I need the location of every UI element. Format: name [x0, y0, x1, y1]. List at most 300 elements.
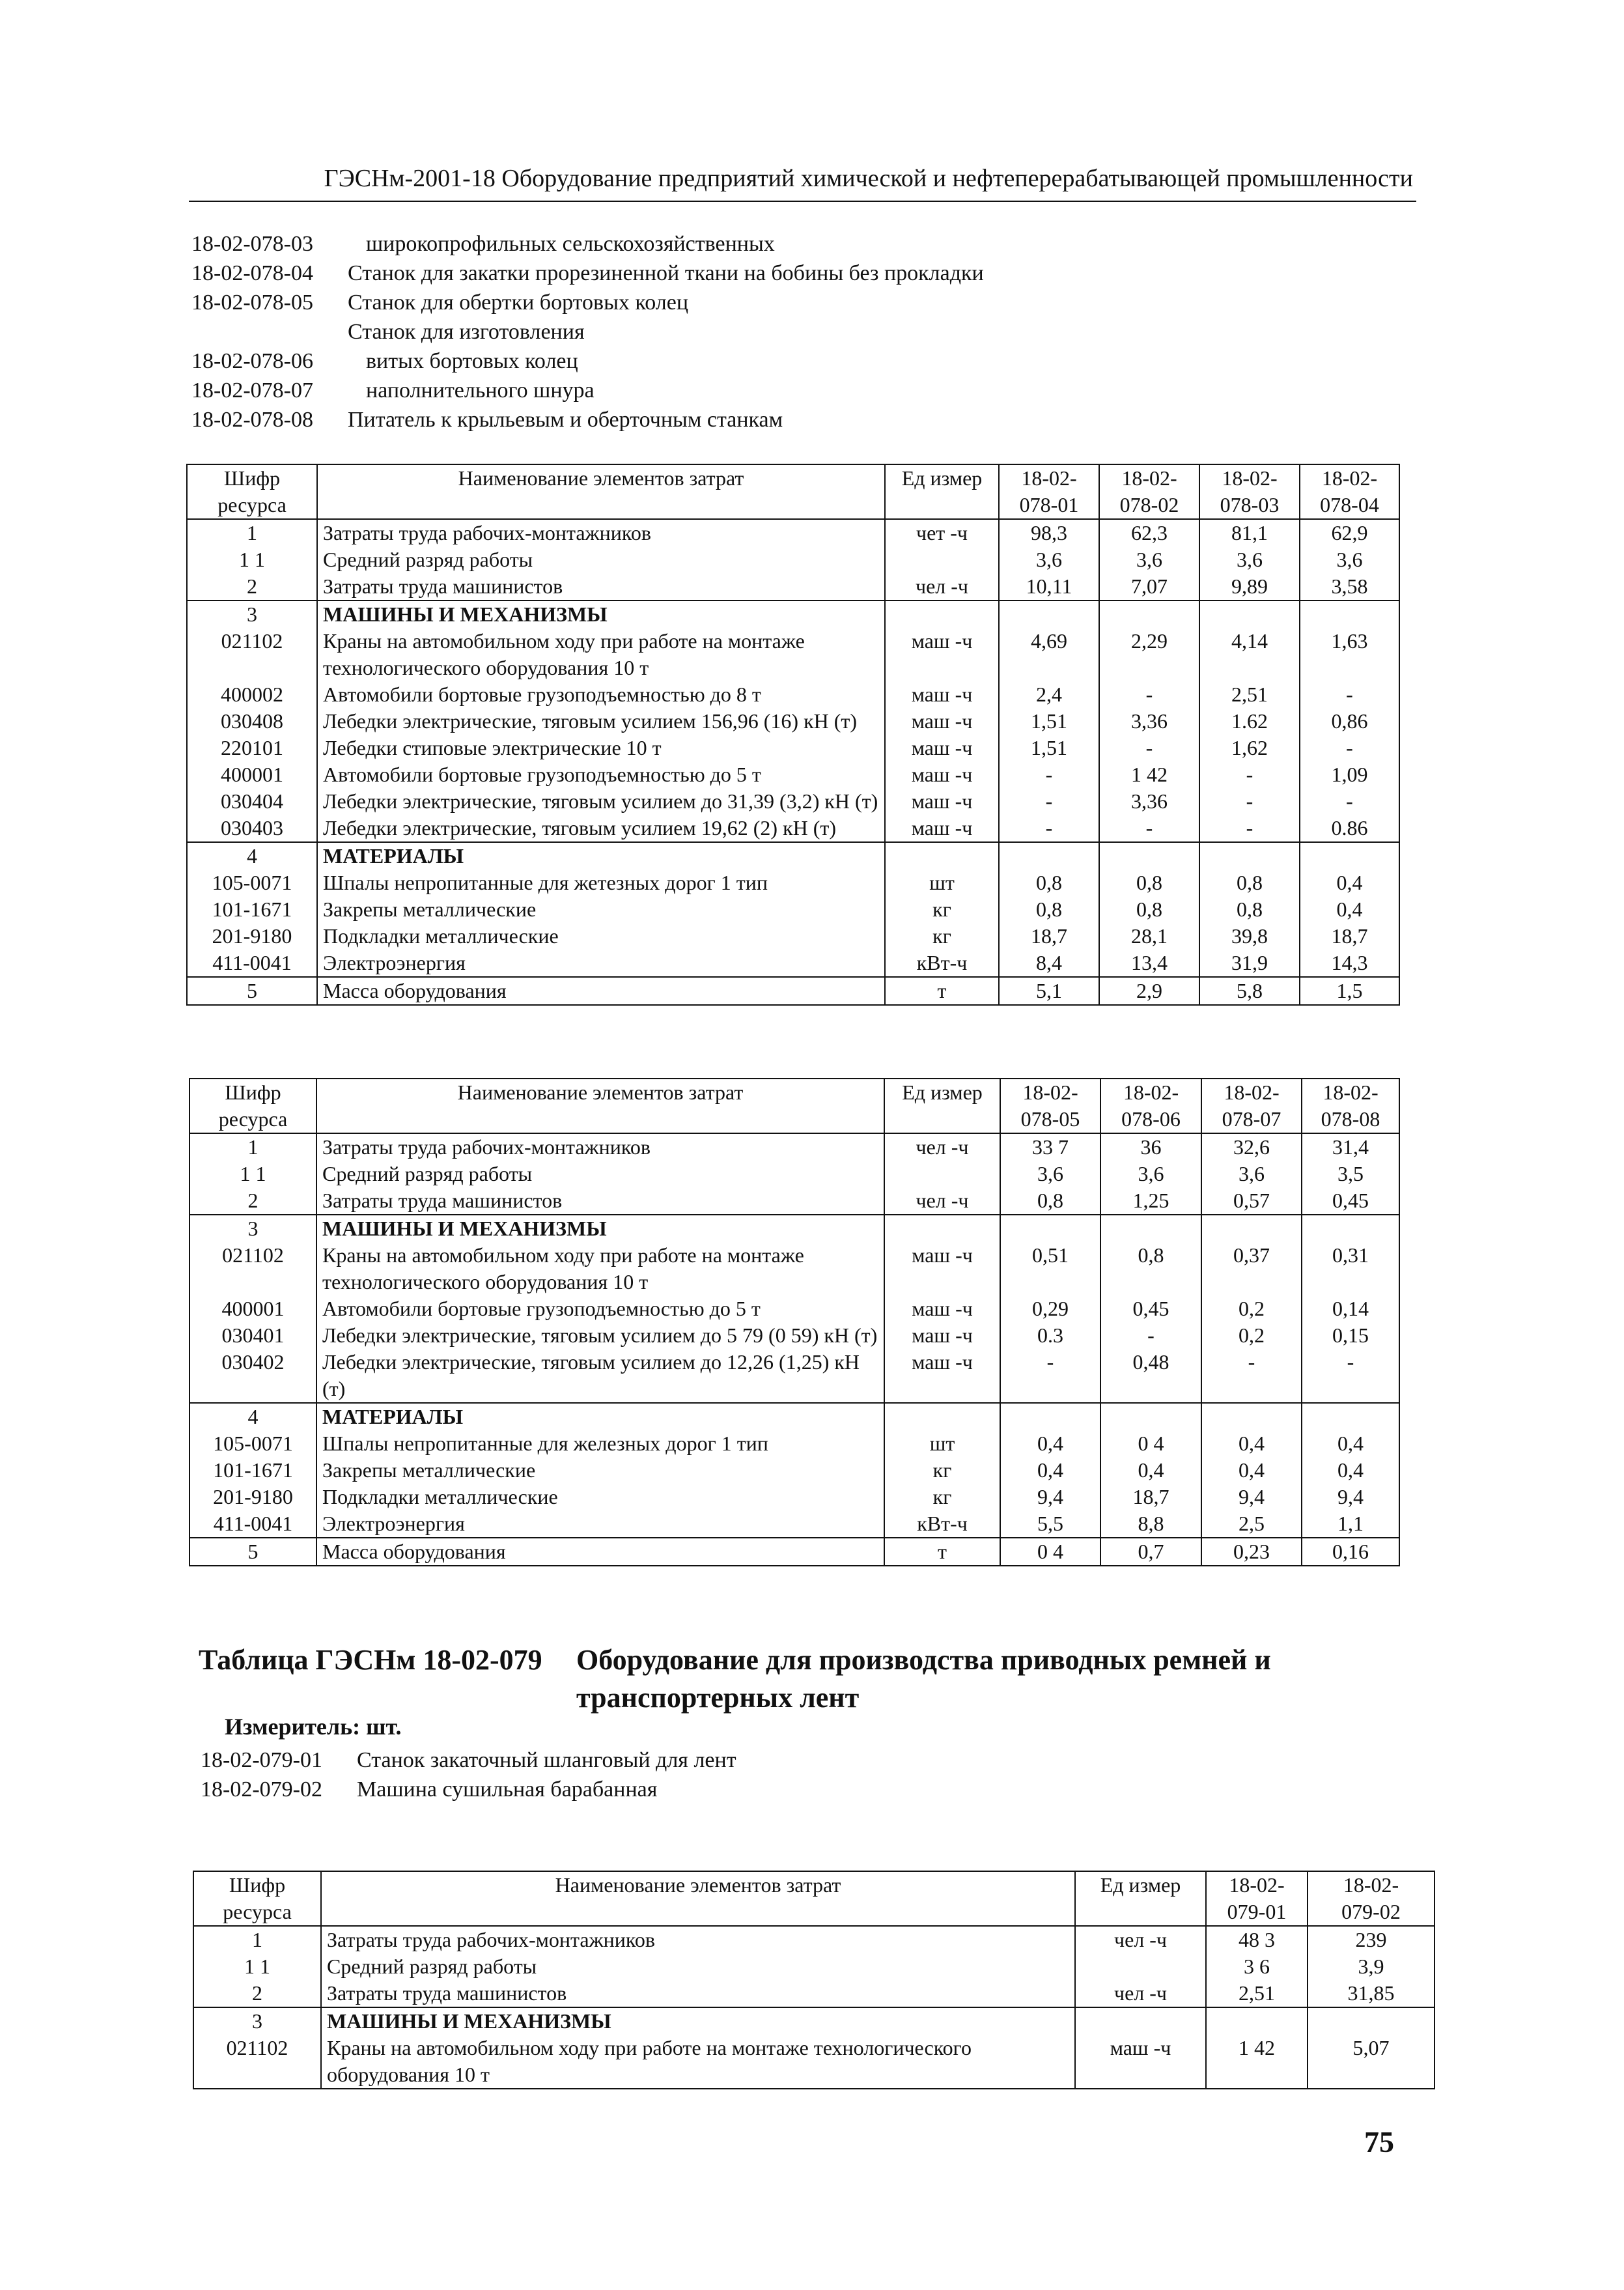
cell-unit: кВт-ч — [884, 1510, 1000, 1538]
cell-value: 3,6 — [1099, 546, 1199, 573]
table-row — [189, 1457, 1399, 1484]
cell-unit — [884, 1403, 1000, 1430]
cell-cost-element: Подкладки металлические — [317, 923, 885, 950]
cell-value: 9,89 — [1199, 573, 1300, 601]
cell-value — [1199, 601, 1300, 628]
cell-value: - — [999, 761, 1099, 788]
item-code — [191, 317, 348, 346]
cell-value: 3,6 — [1201, 1161, 1302, 1187]
table-row — [187, 573, 1399, 601]
cell-value — [999, 601, 1099, 628]
cell-cost-element: Автомобили бортовые грузоподъемностью до 5 т — [317, 761, 885, 788]
cell-value — [1100, 1215, 1201, 1242]
cell-unit — [1075, 2007, 1206, 2035]
page-number: 75 — [1364, 2125, 1394, 2158]
cell-resource-code: 105-0071 — [187, 869, 317, 896]
cell-cost-element: Затраты труда рабочих-монтажников — [316, 1133, 884, 1161]
cell-unit: маш -ч — [885, 735, 999, 761]
cell-unit: маш -ч — [884, 1242, 1000, 1295]
table-header-row — [187, 464, 1399, 519]
header-norm-code-line: 18-02- — [1229, 1873, 1285, 1897]
table-row — [187, 923, 1399, 950]
cell-value: 3,6 — [1000, 1161, 1100, 1187]
cell-value: 0,4 — [1302, 1430, 1399, 1457]
cell-value: 3,36 — [1099, 708, 1199, 735]
cell-value: 18,7 — [1300, 923, 1399, 950]
cell-unit — [885, 842, 999, 869]
cell-unit: кВт-ч — [885, 950, 999, 977]
cell-resource-code: 1 — [193, 1926, 321, 1953]
cell-unit: шт — [884, 1430, 1000, 1457]
cell-value: 1 42 — [1099, 761, 1199, 788]
cell-value: 1 42 — [1206, 2035, 1308, 2089]
cell-unit: чел -ч — [1075, 1980, 1206, 2007]
cell-value: 0,51 — [1000, 1242, 1100, 1295]
cell-unit: чел -ч — [884, 1187, 1000, 1215]
header-norm-code — [1099, 464, 1199, 519]
cell-value: 0,2 — [1201, 1322, 1302, 1349]
cell-resource-code: 2 — [187, 573, 317, 601]
list-item — [201, 1746, 736, 1775]
cell-cost-element: МАТЕРИАЛЫ — [317, 842, 885, 869]
cell-value — [1302, 1215, 1399, 1242]
cell-resource-code: 201-9180 — [189, 1484, 316, 1510]
cell-value: 18,7 — [1100, 1484, 1201, 1510]
cell-cost-element: Краны на автомобильном ходу при работе на монтаже технологического оборудования 10 т — [321, 2035, 1075, 2089]
cell-value: 0,4 — [1300, 896, 1399, 923]
cell-value — [1100, 1403, 1201, 1430]
header-rule — [189, 201, 1416, 202]
header-resource-code: Шифр ресурса — [187, 464, 317, 519]
cell-cost-element: Краны на автомобильном ходу при работе на монтаже технологического оборудования 10 т — [317, 628, 885, 681]
cell-value: 18,7 — [999, 923, 1099, 950]
cell-resource-code: 2 — [193, 1980, 321, 2007]
table-row — [193, 1980, 1435, 2007]
header-resource-code: Шифр ресурса — [189, 1079, 316, 1133]
cell-value: 81,1 — [1199, 519, 1300, 546]
cell-resource-code: 021102 — [193, 2035, 321, 2089]
table-row — [193, 2035, 1435, 2089]
cell-cost-element: Затраты труда машинистов — [316, 1187, 884, 1215]
table-row — [187, 896, 1399, 923]
table-row — [189, 1161, 1399, 1187]
cell-value: 3 6 — [1206, 1953, 1308, 1980]
cell-unit: маш -ч — [1075, 2035, 1206, 2089]
cell-resource-code: 400002 — [187, 681, 317, 708]
cell-value: 0,37 — [1201, 1242, 1302, 1295]
table-row — [189, 1430, 1399, 1457]
list-item — [191, 405, 984, 434]
cell-value — [999, 842, 1099, 869]
cell-resource-code: 4 — [189, 1403, 316, 1430]
cell-cost-element: Масса оборудования — [316, 1538, 884, 1566]
cell-cost-element: МАШИНЫ И МЕХАНИЗМЫ — [321, 2007, 1075, 2035]
cell-resource-code: 411-0041 — [187, 950, 317, 977]
cell-value: 3,36 — [1099, 788, 1199, 815]
cell-value: 0,4 — [1300, 869, 1399, 896]
header-norm-code-line: 078-06 — [1121, 1107, 1181, 1131]
cell-resource-code: 5 — [187, 977, 317, 1005]
cell-cost-element: Шпалы непропитанные для жетезных дорог 1 тип — [317, 869, 885, 896]
list-item — [191, 346, 984, 376]
table-row — [187, 869, 1399, 896]
header-norm-code-line: 18-02- — [1323, 1081, 1379, 1104]
table-row — [189, 1484, 1399, 1510]
cell-value: - — [1302, 1349, 1399, 1403]
cell-resource-code: 1 1 — [193, 1953, 321, 1980]
cell-cost-element: Закрепы металлические — [316, 1457, 884, 1484]
table-row — [187, 735, 1399, 761]
list-item — [191, 288, 984, 317]
table-row — [189, 1295, 1399, 1322]
cell-cost-element: МАТЕРИАЛЫ — [316, 1403, 884, 1430]
cell-unit — [884, 1215, 1000, 1242]
header-norm-code-line: 18-02- — [1321, 466, 1378, 490]
cell-value: 2,51 — [1206, 1980, 1308, 2007]
item-name: Станок для закатки прорезиненной ткани на бобины без прокладки — [348, 261, 984, 285]
cell-value: 0,8 — [1100, 1242, 1201, 1295]
cell-resource-code: 400001 — [187, 761, 317, 788]
cell-unit: кг — [884, 1457, 1000, 1484]
cell-value — [1199, 842, 1300, 869]
cell-unit: чел -ч — [885, 573, 999, 601]
cell-value: 0,23 — [1201, 1538, 1302, 1566]
cell-resource-code: 030402 — [189, 1349, 316, 1403]
item-name: Станок закаточный шланговый для лент — [357, 1748, 736, 1772]
cell-value: 62,9 — [1300, 519, 1399, 546]
header-unit: Ед измер — [1075, 1871, 1206, 1926]
cell-value: 1.62 — [1199, 708, 1300, 735]
item-name: витых бортовых колец — [366, 349, 578, 373]
cell-value: 0,14 — [1302, 1295, 1399, 1322]
cell-cost-element: МАШИНЫ И МЕХАНИЗМЫ — [316, 1215, 884, 1242]
cell-value: 13,4 — [1099, 950, 1199, 977]
header-norm-code-line: 078-04 — [1320, 493, 1379, 516]
cell-value — [1099, 842, 1199, 869]
cell-value: 10,11 — [999, 573, 1099, 601]
cell-cost-element: Затраты труда машинистов — [317, 573, 885, 601]
item-code: 18-02-078-06 — [191, 349, 313, 373]
header-norm-code-line: 18-02- — [1022, 1081, 1078, 1104]
table-row — [193, 1953, 1435, 1980]
cell-resource-code: 220101 — [187, 735, 317, 761]
cell-resource-code: 101-1671 — [189, 1457, 316, 1484]
cell-value: 33 7 — [1000, 1133, 1100, 1161]
header-norm-code — [1206, 1871, 1308, 1926]
cell-value: 2,4 — [999, 681, 1099, 708]
cell-unit: чел -ч — [884, 1133, 1000, 1161]
list-item — [191, 376, 984, 405]
list-item — [191, 259, 984, 288]
cell-resource-code: 030401 — [189, 1322, 316, 1349]
item-code: 18-02-078-03 — [191, 232, 313, 256]
table-row — [189, 1242, 1399, 1295]
cell-resource-code: 400001 — [189, 1295, 316, 1322]
cell-value: 3,6 — [1199, 546, 1300, 573]
cell-resource-code: 4 — [187, 842, 317, 869]
cell-resource-code: 3 — [189, 1215, 316, 1242]
cell-value: 239 — [1308, 1926, 1435, 1953]
cell-cost-element: Шпалы непропитанные для железных дорог 1 тип — [316, 1430, 884, 1457]
cell-cost-element: Лебедки электрические, тяговым усилием 19,62 (2) кН (т) — [317, 815, 885, 842]
cell-value — [1000, 1215, 1100, 1242]
header-norm-code — [999, 464, 1099, 519]
cell-value: 0,8 — [1199, 896, 1300, 923]
cell-unit: кг — [884, 1484, 1000, 1510]
cell-value: 2,5 — [1201, 1510, 1302, 1538]
cell-value: 8,8 — [1100, 1510, 1201, 1538]
header-norm-code-line: 18-02- — [1121, 466, 1177, 490]
cell-cost-element: Масса оборудования — [317, 977, 885, 1005]
header-norm-code-line: 079-01 — [1227, 1900, 1287, 1923]
table-row — [187, 977, 1399, 1005]
cell-value: 31,9 — [1199, 950, 1300, 977]
header-norm-code — [1300, 464, 1399, 519]
cell-unit: маш -ч — [884, 1295, 1000, 1322]
table-title-text: Оборудование для производства приводных ремней и транспортерных лент — [576, 1644, 1271, 1714]
cell-cost-element: Затраты труда рабочих-монтажников — [321, 1926, 1075, 1953]
cell-value: 0.86 — [1300, 815, 1399, 842]
cell-resource-code: 030408 — [187, 708, 317, 735]
cell-resource-code: 101-1671 — [187, 896, 317, 923]
table-row — [187, 788, 1399, 815]
header-norm-code — [1201, 1079, 1302, 1133]
header-norm-code-line: 18-02- — [1343, 1873, 1399, 1897]
cost-table-079 — [193, 1871, 1435, 2089]
table-row — [189, 1538, 1399, 1566]
item-code-list-078 — [191, 229, 984, 434]
cell-unit: маш -ч — [885, 815, 999, 842]
item-code: 18-02-079-01 — [201, 1748, 322, 1772]
header-norm-code-line: 079-02 — [1341, 1900, 1401, 1923]
header-norm-code-line: 18-02- — [1123, 1081, 1179, 1104]
header-norm-code-line: 078-02 — [1119, 493, 1179, 516]
cell-value: 1,51 — [999, 708, 1099, 735]
cell-value: 0,16 — [1302, 1538, 1399, 1566]
cell-value — [1300, 842, 1399, 869]
header-norm-code — [1308, 1871, 1435, 1926]
table-title — [199, 1641, 1358, 1717]
header-norm-code-line: 078-05 — [1020, 1107, 1080, 1131]
cell-value: 3,6 — [1300, 546, 1399, 573]
cell-value: 31,4 — [1302, 1133, 1399, 1161]
table-row — [189, 1349, 1399, 1403]
cell-value — [1099, 601, 1199, 628]
cell-resource-code: 021102 — [189, 1242, 316, 1295]
cell-value: - — [1199, 788, 1300, 815]
item-code: 18-02-079-02 — [201, 1777, 322, 1802]
cell-value: 4,14 — [1199, 628, 1300, 681]
cell-value: 0,4 — [1000, 1457, 1100, 1484]
cell-value: 0,4 — [1100, 1457, 1201, 1484]
table-row — [189, 1403, 1399, 1430]
cell-unit: кг — [885, 923, 999, 950]
cell-value: 0,8 — [1099, 896, 1199, 923]
cell-value: 14,3 — [1300, 950, 1399, 977]
cell-cost-element: Лебедки стиповые электрические 10 т — [317, 735, 885, 761]
cell-unit: маш -ч — [885, 788, 999, 815]
cell-value — [1300, 601, 1399, 628]
cell-resource-code: 201-9180 — [187, 923, 317, 950]
cell-value: - — [999, 788, 1099, 815]
item-name: наполнительного шнура — [366, 378, 595, 403]
header-unit: Ед измер — [885, 464, 999, 519]
header-norm-code — [1100, 1079, 1201, 1133]
cell-unit — [885, 601, 999, 628]
cell-value: 3,5 — [1302, 1161, 1399, 1187]
cell-unit — [885, 546, 999, 573]
list-item — [191, 229, 984, 259]
header-norm-code — [1199, 464, 1300, 519]
cell-cost-element: Средний разряд работы — [321, 1953, 1075, 1980]
cell-resource-code: 1 — [189, 1133, 316, 1161]
table-row — [189, 1322, 1399, 1349]
cell-value: 1,51 — [999, 735, 1099, 761]
cell-cost-element: Лебедки электрические, тяговым усилием 156,96 (16) кН (т) — [317, 708, 885, 735]
cell-cost-element: МАШИНЫ И МЕХАНИЗМЫ — [317, 601, 885, 628]
cell-cost-element: Подкладки металлические — [316, 1484, 884, 1510]
cell-value: 0,4 — [1201, 1457, 1302, 1484]
cell-value: 1,1 — [1302, 1510, 1399, 1538]
cell-value: 0.3 — [1000, 1322, 1100, 1349]
cell-value: 9,4 — [1000, 1484, 1100, 1510]
header-norm-code-line: 18-02- — [1021, 466, 1077, 490]
cell-resource-code: 3 — [193, 2007, 321, 2035]
cell-cost-element: Закрепы металлические — [317, 896, 885, 923]
table-row — [187, 842, 1399, 869]
table-row — [187, 815, 1399, 842]
running-header: ГЭСНм-2001-18 Оборудование предприятий химической и нефтеперерабатывающей промышленности — [324, 165, 1413, 192]
cell-value: - — [1199, 761, 1300, 788]
header-norm-code — [1000, 1079, 1100, 1133]
cell-value — [1302, 1403, 1399, 1430]
cell-value: - — [1099, 681, 1199, 708]
cell-unit: маш -ч — [885, 761, 999, 788]
cell-resource-code: 3 — [187, 601, 317, 628]
cell-value: 5,8 — [1199, 977, 1300, 1005]
cell-value: 36 — [1100, 1133, 1201, 1161]
cell-value: 0,2 — [1201, 1295, 1302, 1322]
header-norm-code-line: 078-07 — [1222, 1107, 1281, 1131]
table-row — [189, 1510, 1399, 1538]
cell-value: 1,63 — [1300, 628, 1399, 681]
cell-resource-code: 1 1 — [187, 546, 317, 573]
cell-resource-code: 030404 — [187, 788, 317, 815]
header-cost-element: Наименование элементов затрат — [316, 1079, 884, 1133]
cell-value: 3,6 — [999, 546, 1099, 573]
header-norm-code-line: 18-02- — [1222, 466, 1278, 490]
cell-value: 0,4 — [1000, 1430, 1100, 1457]
cell-cost-element: Затраты труда машинистов — [321, 1980, 1075, 2007]
cell-resource-code: 1 1 — [189, 1161, 316, 1187]
table-row — [189, 1133, 1399, 1161]
cell-cost-element: Автомобили бортовые грузоподъемностью до 8 т — [317, 681, 885, 708]
header-norm-code-line: 078-01 — [1019, 493, 1079, 516]
item-code-list-079 — [201, 1746, 736, 1804]
cell-value: 0,4 — [1201, 1430, 1302, 1457]
cell-unit: маш -ч — [885, 708, 999, 735]
cell-cost-element: Электроэнергия — [317, 950, 885, 977]
cell-value: 4,69 — [999, 628, 1099, 681]
table-row — [187, 546, 1399, 573]
cell-value: 1,09 — [1300, 761, 1399, 788]
cell-value: 0,86 — [1300, 708, 1399, 735]
table-row — [187, 519, 1399, 546]
item-code: 18-02-078-04 — [191, 261, 313, 285]
table-row — [187, 761, 1399, 788]
cell-value: 3,58 — [1300, 573, 1399, 601]
cell-value: - — [1100, 1322, 1201, 1349]
table-row — [187, 950, 1399, 977]
cell-value: 28,1 — [1099, 923, 1199, 950]
list-item — [191, 317, 984, 346]
cell-unit: маш -ч — [884, 1322, 1000, 1349]
list-item — [201, 1775, 736, 1804]
cell-value: - — [1199, 815, 1300, 842]
cell-cost-element: Лебедки электрические, тяговым усилием до 31,39 (3,2) кН (т) — [317, 788, 885, 815]
cell-cost-element: Электроэнергия — [316, 1510, 884, 1538]
table-row — [189, 1187, 1399, 1215]
cell-value: 0,15 — [1302, 1322, 1399, 1349]
cell-value: 0 4 — [1000, 1538, 1100, 1566]
cell-value: 32,6 — [1201, 1133, 1302, 1161]
cell-cost-element: Средний разряд работы — [317, 546, 885, 573]
cell-resource-code: 021102 — [187, 628, 317, 681]
cell-value: 5,5 — [1000, 1510, 1100, 1538]
cell-value: 2,51 — [1199, 681, 1300, 708]
header-resource-code: Шифр ресурса — [193, 1871, 321, 1926]
header-unit: Ед измер — [884, 1079, 1000, 1133]
cell-value: 1,25 — [1100, 1187, 1201, 1215]
cell-unit: маш -ч — [884, 1349, 1000, 1403]
header-norm-code-line: 18-02- — [1224, 1081, 1280, 1104]
cell-value: 48 3 — [1206, 1926, 1308, 1953]
cell-unit: маш -ч — [885, 628, 999, 681]
cell-value: 2,29 — [1099, 628, 1199, 681]
item-name: Питатель к крыльевым и оберточным станкам — [348, 408, 783, 432]
table-row — [187, 708, 1399, 735]
cell-unit — [1075, 1953, 1206, 1980]
cell-value: 0,48 — [1100, 1349, 1201, 1403]
cell-value: 0 4 — [1100, 1430, 1201, 1457]
cell-cost-element: Лебедки электрические, тяговым усилием до 12,26 (1,25) кН (т) — [316, 1349, 884, 1403]
cell-cost-element: Краны на автомобильном ходу при работе на монтаже технологического оборудования 10 т — [316, 1242, 884, 1295]
cell-unit: чел -ч — [1075, 1926, 1206, 1953]
cell-value: - — [1201, 1349, 1302, 1403]
cell-unit: маш -ч — [885, 681, 999, 708]
cell-value: 0,4 — [1302, 1457, 1399, 1484]
cell-unit — [884, 1161, 1000, 1187]
header-norm-code-line: 078-08 — [1321, 1107, 1380, 1131]
table-row — [187, 681, 1399, 708]
cell-value: 0,8 — [1000, 1187, 1100, 1215]
table-header-row — [193, 1871, 1435, 1926]
cell-value: - — [1099, 815, 1199, 842]
cell-value: 31,85 — [1308, 1980, 1435, 2007]
cell-value: 0,45 — [1302, 1187, 1399, 1215]
cell-value: 2,9 — [1099, 977, 1199, 1005]
cell-value: 0,31 — [1302, 1242, 1399, 1295]
cell-value: 5,07 — [1308, 2035, 1435, 2089]
cell-value: 0,57 — [1201, 1187, 1302, 1215]
cost-table-078-01-04 — [186, 464, 1400, 1006]
cell-value — [1000, 1403, 1100, 1430]
table-title-label: Таблица ГЭСНм 18-02-079 — [199, 1644, 542, 1676]
cell-cost-element: Средний разряд работы — [316, 1161, 884, 1187]
cell-value: - — [1300, 735, 1399, 761]
cell-value: 62,3 — [1099, 519, 1199, 546]
item-name: Машина сушильная барабанная — [357, 1777, 658, 1802]
